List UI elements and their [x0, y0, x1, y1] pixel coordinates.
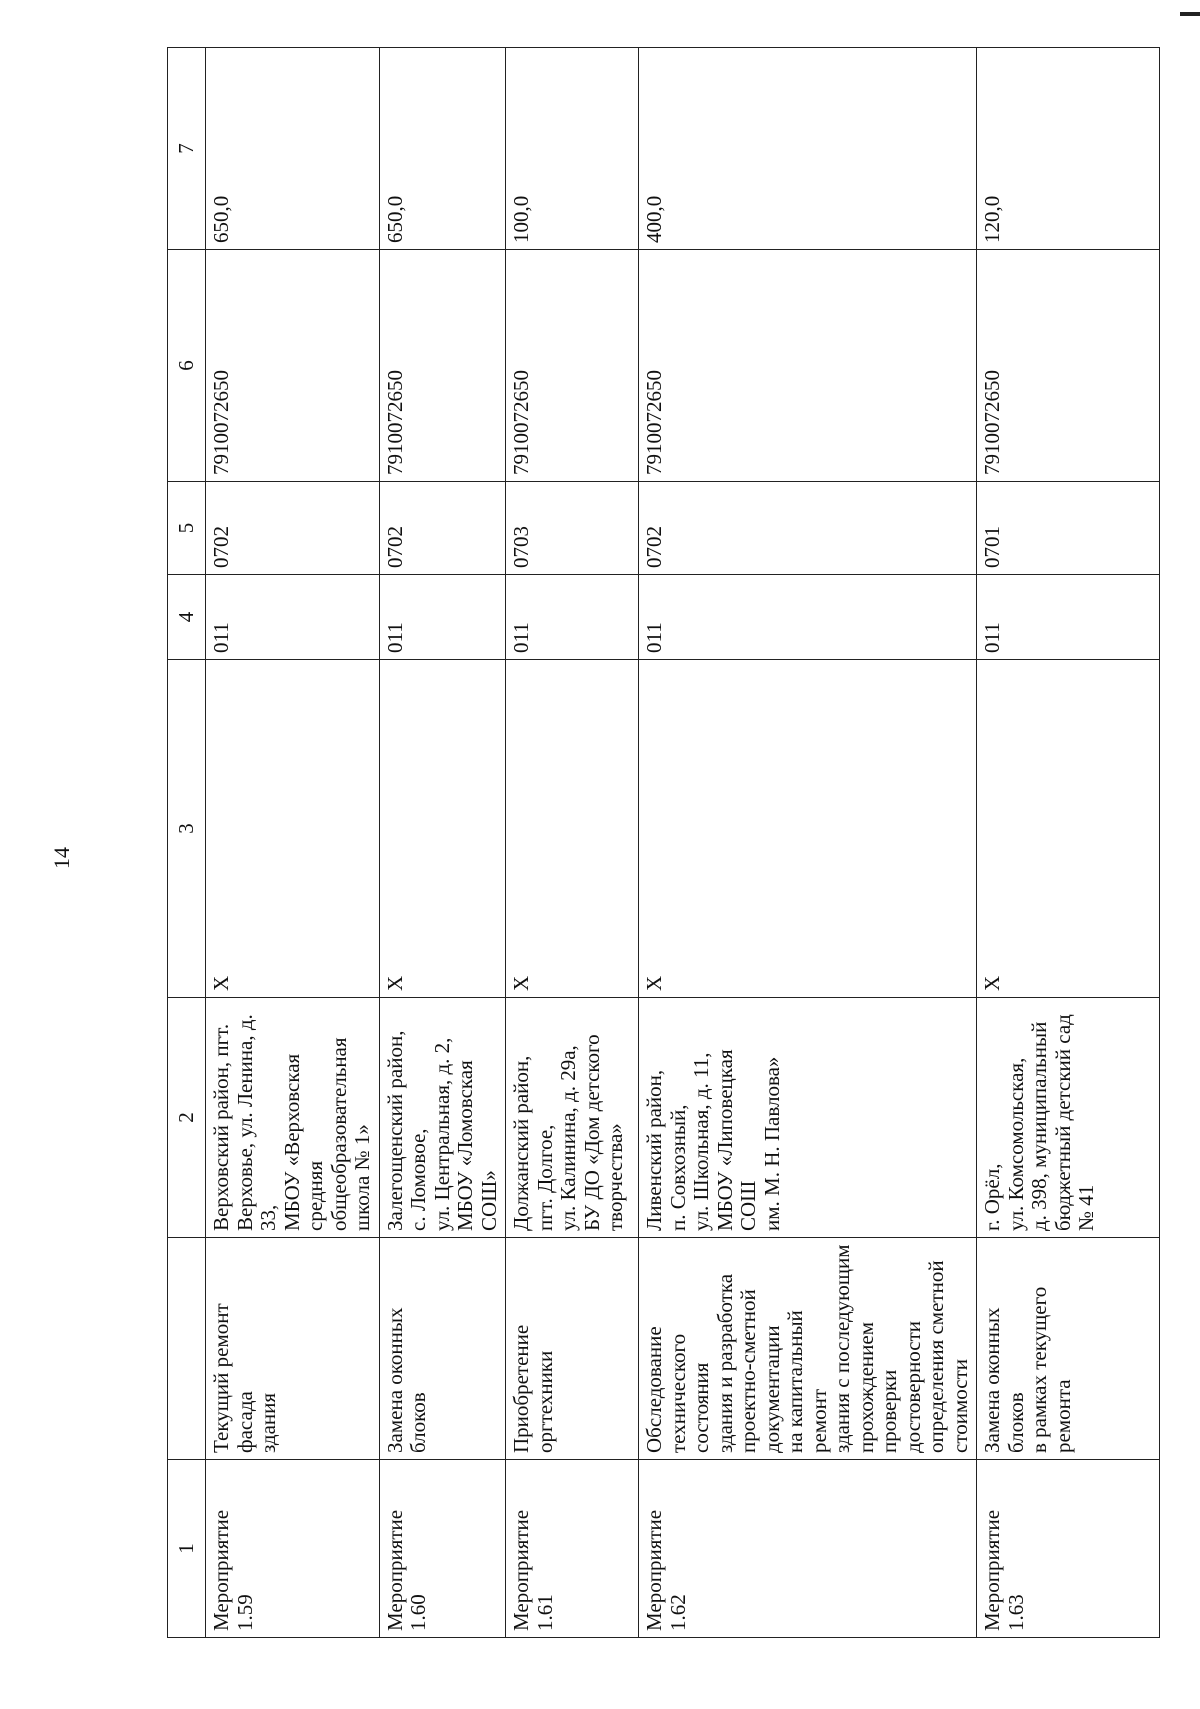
col6-cell: 7910072650: [379, 250, 506, 482]
description-cell: Замена оконных блоков: [379, 1238, 506, 1460]
col5-cell: 0701: [977, 482, 1160, 575]
table-row: [977, 48, 1160, 1638]
description-cell: Замена оконных блоков в рамках текущего ремонта: [977, 1238, 1160, 1460]
event-cell: Мероприятие 1.59: [206, 1460, 380, 1638]
header-col-3: 3: [168, 660, 206, 998]
col3-cell: X: [206, 660, 380, 998]
address-cell: г. Орёл, ул. Комсомольская, д. 398, муниципальный бюджетный детский сад № 41: [977, 998, 1160, 1238]
address-cell: Ливенский район, п. Совхозный, ул. Школьная, д. 11, МБОУ «Липовецкая СОШ им. М. Н. Павлова»: [639, 998, 977, 1238]
col5-cell: 0702: [379, 482, 506, 575]
col6-cell: 7910072650: [506, 250, 639, 482]
table-row: [379, 48, 506, 1638]
measures-table: [167, 47, 1160, 1638]
event-cell: Мероприятие 1.62: [639, 1460, 977, 1638]
col7-cell: 120,0: [977, 48, 1160, 250]
header-col-5: 5: [168, 482, 206, 575]
col3-cell: X: [506, 660, 639, 998]
header-col-4: 4: [168, 575, 206, 660]
col4-cell: 011: [977, 575, 1160, 660]
event-cell: Мероприятие 1.61: [506, 1460, 639, 1638]
col3-cell: X: [379, 660, 506, 998]
col5-cell: 0702: [206, 482, 380, 575]
col6-cell: 7910072650: [639, 250, 977, 482]
col7-cell: 650,0: [206, 48, 380, 250]
address-cell: Должанский район, пгт. Долгое, ул. Калинина, д. 29а, БУ ДО «Дом детского творчества»: [506, 998, 639, 1238]
col6-cell: 7910072650: [206, 250, 380, 482]
col7-cell: 650,0: [379, 48, 506, 250]
table-row: [639, 48, 977, 1638]
event-cell: Мероприятие 1.63: [977, 1460, 1160, 1638]
edge-mark: [1180, 12, 1200, 16]
page-number: 14: [49, 847, 74, 869]
address-cell: Верховский район, пгт. Верховье, ул. Ленина, д. 33, МБОУ «Верховская средняя общеобразовательная школа № 1»: [206, 998, 380, 1238]
col4-cell: 011: [506, 575, 639, 660]
header-col-6: 6: [168, 250, 206, 482]
col4-cell: 011: [639, 575, 977, 660]
header-col-1-description: [168, 1238, 206, 1460]
col3-cell: X: [639, 660, 977, 998]
table-row: [506, 48, 639, 1638]
col3-cell: X: [977, 660, 1160, 998]
col4-cell: 011: [206, 575, 380, 660]
col5-cell: 0702: [639, 482, 977, 575]
col4-cell: 011: [379, 575, 506, 660]
event-cell: Мероприятие 1.60: [379, 1460, 506, 1638]
rotated-table-container: [167, 48, 1113, 1638]
col7-cell: 100,0: [506, 48, 639, 250]
description-cell: Обследование технического состояния здания и разработка проектно-сметной документации на капитальный ремонт здания с последующим прохождением проверки достоверности определения сметной стоимости: [639, 1238, 977, 1460]
header-col-2: 2: [168, 998, 206, 1238]
col5-cell: 0703: [506, 482, 639, 575]
header-col-1: 1: [168, 1460, 206, 1638]
header-col-7: 7: [168, 48, 206, 250]
address-cell: Залегощенский район, с. Ломовое, ул. Центральная, д. 2, МБОУ «Ломовская СОШ»: [379, 998, 506, 1238]
table-row: [206, 48, 380, 1638]
col6-cell: 7910072650: [977, 250, 1160, 482]
description-cell: Текущий ремонт фасада здания: [206, 1238, 380, 1460]
description-cell: Приобретение оргтехники: [506, 1238, 639, 1460]
table-header-row: [168, 48, 206, 1638]
col7-cell: 400,0: [639, 48, 977, 250]
